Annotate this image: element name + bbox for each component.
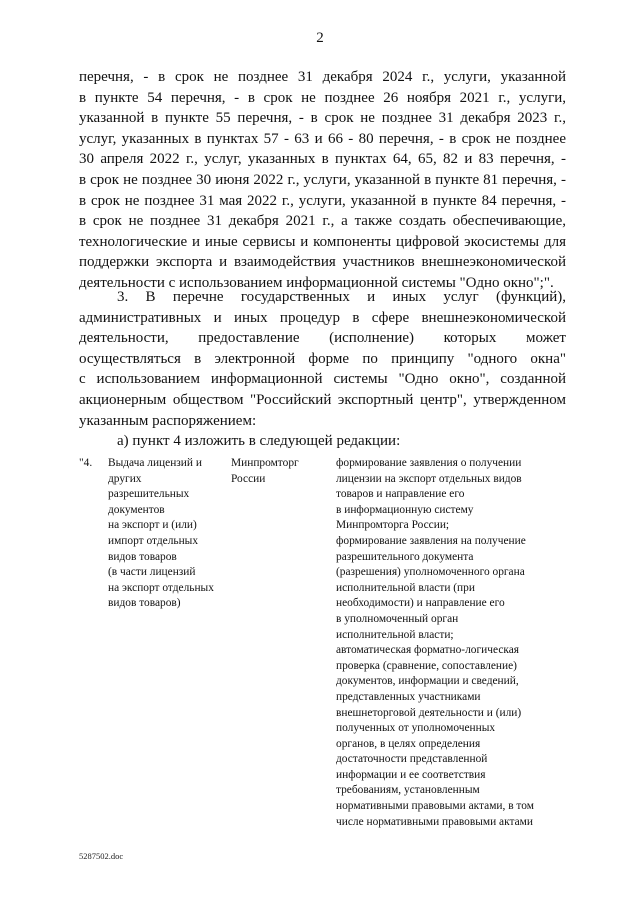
table-cell-line: на экспорт отдельных [108,581,214,594]
table-cell-line: представленных участниками [336,690,481,703]
text-line: перечня, - в срок не позднее 31 декабря 2024 г., услуги, указанной [79,69,566,85]
text-line: акционерным обществом "Российский экспортный центр", утвержденном [79,391,566,408]
text-line: а) пункт 4 изложить в следующей редакции: [117,433,401,449]
table-cell-line: проверка (сравнение, сопоставление) [336,659,517,672]
table-cell-line: внешнеторговой деятельности и (или) [336,706,522,719]
table-cell-line: необходимости) и направление его [336,597,505,610]
text-line: поддержки экспорта и взаимодействия участников внешнеэкономической [79,254,566,271]
table-cell-line: видов товаров) [108,597,181,610]
text-line: в срок не позднее 30 июня 2022 г., услуги, указанной в пункте 81 перечня, - [79,171,566,188]
table-cell-line: информации и ее соответствия [336,768,486,781]
table-cell-line: на экспорт и (или) [108,519,197,532]
text-line: указанной в пункте 55 перечня, - в срок не позднее 31 декабря 2023 г., [79,110,566,127]
text-line: деятельности с использованием информационной системы "Одно окно";". [79,274,554,291]
table-cell-line: исполнительной власти; [336,628,454,641]
table-cell-line: (в части лицензий [108,566,196,579]
text-line: в пункте 54 перечня, - в срок не позднее 26 ноября 2021 г., услуги, [79,89,566,106]
text-line: технологические и иные сервисы и компоненты цифровой экосистемы для [79,233,566,250]
table-cell-line: достаточности представленной [336,753,488,766]
text-line: в срок не позднее 31 декабря 2021 г., а также создать обеспечивающие, [79,213,566,230]
table-cell-line: разрешительного документа [336,550,474,563]
text-line: услуг, указанных в пунктах 57 - 63 и 66 - 80 перечня, - в срок не позднее [79,130,566,147]
table-cell-line: Выдача лицензий и [108,457,202,469]
table-cell-line: полученных от уполномоченных [336,722,496,735]
page-number: 2 [316,30,324,46]
table-cell-line: требованиям, установленным [336,784,480,797]
table-cell-line: формирование заявления о получении [336,457,522,469]
paragraph-subitem-a [79,431,566,452]
text-line: административных и иных процедур в сфере внешнеэкономической [79,309,566,326]
table-cell-line: автоматическая форматно-логическая [336,644,520,657]
file-name-footer: 5287502.doc [79,851,124,861]
table-cell-line: импорт отдельных [108,534,199,547]
paragraph-item-3 [79,287,566,431]
table-cell-line: исполнительной власти (при [336,581,475,594]
table-cell-line: лицензии на экспорт отдельных видов [336,472,522,485]
table-cell-line: нормативными правовыми актами, в том [336,800,534,813]
table-cell-line: Минпромторг [231,457,299,469]
table-agency [231,456,299,487]
table-cell-line: товаров и направление его [336,488,465,501]
text-line: в срок не позднее 31 мая 2022 г., услуги, указанной в пункте 84 перечня, - [79,192,566,209]
table-cell-line: Минпромторга России; [336,519,450,532]
text-line: деятельности, предоставление (исполнение) которых может [79,330,566,347]
table-cell-line: разрешительных [108,488,190,501]
table-cell-line: видов товаров [108,550,177,563]
text-line: 3. В перечне государственных и иных услуг (функций), [117,289,566,305]
text-line: указанным распоряжением: [79,412,257,429]
table-cell-line: в уполномоченный орган [336,612,459,625]
text-line: с использованием информационной системы "Одно окно", созданной [79,371,566,388]
table-cell-line: России [231,472,266,485]
paragraph-continuation [79,67,566,294]
table-cell-line: формирование заявления на получение [336,534,526,547]
table-cell-line: (разрешения) уполномоченного органа [336,566,525,579]
table-cell-line: других [108,472,142,485]
table-cell-line: в информационную систему [336,503,474,516]
text-line: осуществляться в электронной форме по принципу "одного окна" [79,350,566,367]
table-cell-line: документов [108,503,165,516]
text-line: 30 апреля 2022 г., услуг, указанных в пунктах 64, 65, 82 и 83 перечня, - [79,151,566,168]
table-cell-line: документов, информации и сведений, [336,675,519,688]
table-cell-line: числе нормативными правовыми актами [336,815,533,828]
table-procedure [336,456,534,830]
table-item-number: "4. [79,457,93,469]
table-cell-line: органов, в целях определения [336,737,481,750]
table-service-name [108,456,214,612]
